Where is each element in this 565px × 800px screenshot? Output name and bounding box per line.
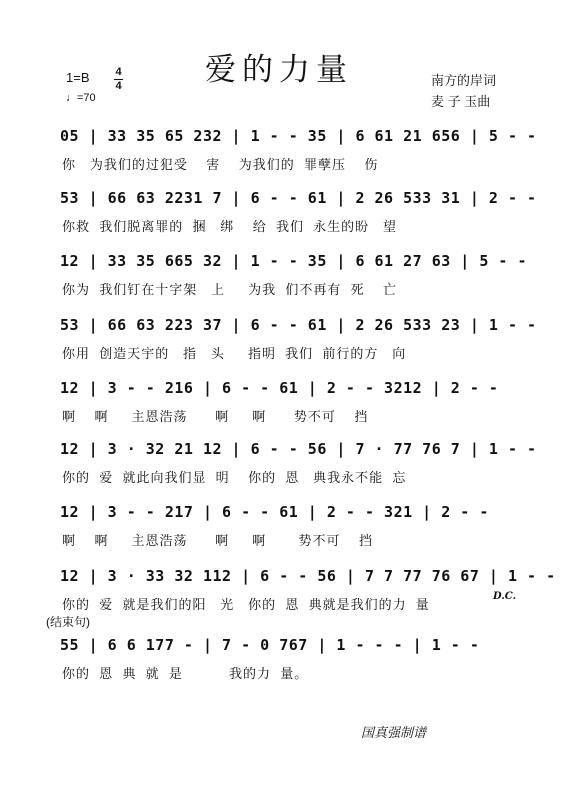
lyric-line: 你 为我们的过犯受 害 为我们的 罪孽压 伤 [62, 157, 379, 172]
lyricist-credit: 南方的岸词 [431, 73, 497, 88]
notation-line: 55 | 6 6 177 - | 7 - 0 767 | 1 - - - | 1 - - [60, 636, 480, 654]
notation-line: 12 | 33 35 665 32 | 1 - - 35 | 6 61 27 63 | 5 - - [60, 252, 528, 270]
notation-line: 12 | 3 · 33 32 112 | 6 - - 56 | 7 7 77 76 67 | 1 - - [60, 567, 556, 585]
key-signature: 1=B [66, 70, 90, 85]
notation-line: 12 | 3 - - 216 | 6 - - 61 | 2 - - 3212 | 2 - - [60, 379, 499, 397]
notation-line: 53 | 66 63 2231 7 | 6 - - 61 | 2 26 533 31 | 2 - - [60, 189, 537, 207]
composer-credit: 麦 子 玉曲 [431, 94, 491, 109]
lyric-line: 啊 啊 主恩浩荡 啊 啊 势不可 挡 [62, 533, 373, 548]
lyric-line: 你救 我们脱离罪的 捆 绑 给 我们 永生的盼 望 [62, 219, 398, 234]
tempo-marking: ♩=70 [66, 92, 96, 104]
lyric-line: 啊 啊 主恩浩荡 啊 啊 势不可 挡 [62, 409, 369, 424]
lyric-line: 你用 创造天宇的 指 头 指明 我们 前行的方 向 [62, 346, 407, 361]
dc-marking: D.C. [493, 591, 517, 602]
notation-line: 53 | 66 63 223 37 | 6 - - 61 | 2 26 533 23 | 1 - - [60, 316, 537, 334]
lyric-line: 你为 我们钉在十字架 上 为我 们不再有 死 亡 [62, 282, 398, 297]
notation-line: 12 | 3 · 32 21 12 | 6 - - 56 | 7 · 77 76 7 | 1 - - [60, 440, 537, 458]
time-signature [114, 67, 123, 92]
ending-label: (结束句) [46, 615, 90, 629]
lyric-line: 你的 爱 就是我们的阳 光 你的 恩 典就是我们的力 量 [62, 597, 430, 612]
lyric-line: 你的 恩 典 就 是 我的力 量。 [62, 666, 309, 681]
notation-line: 05 | 33 35 65 232 | 1 - - 35 | 6 61 21 656 | 5 - - [60, 127, 537, 145]
song-title: 爱的力量 [205, 52, 353, 88]
arranger-credit: 国真强制谱 [361, 726, 427, 741]
time-signature-bottom: 4 [115, 80, 122, 92]
lyric-line: 你的 爱 就此向我们显 明 你的 恩 典我永不能 忘 [62, 470, 407, 485]
notation-line: 12 | 3 - - 217 | 6 - - 61 | 2 - - 321 | 2 - - [60, 503, 489, 521]
time-signature-top: 4 [115, 66, 122, 78]
